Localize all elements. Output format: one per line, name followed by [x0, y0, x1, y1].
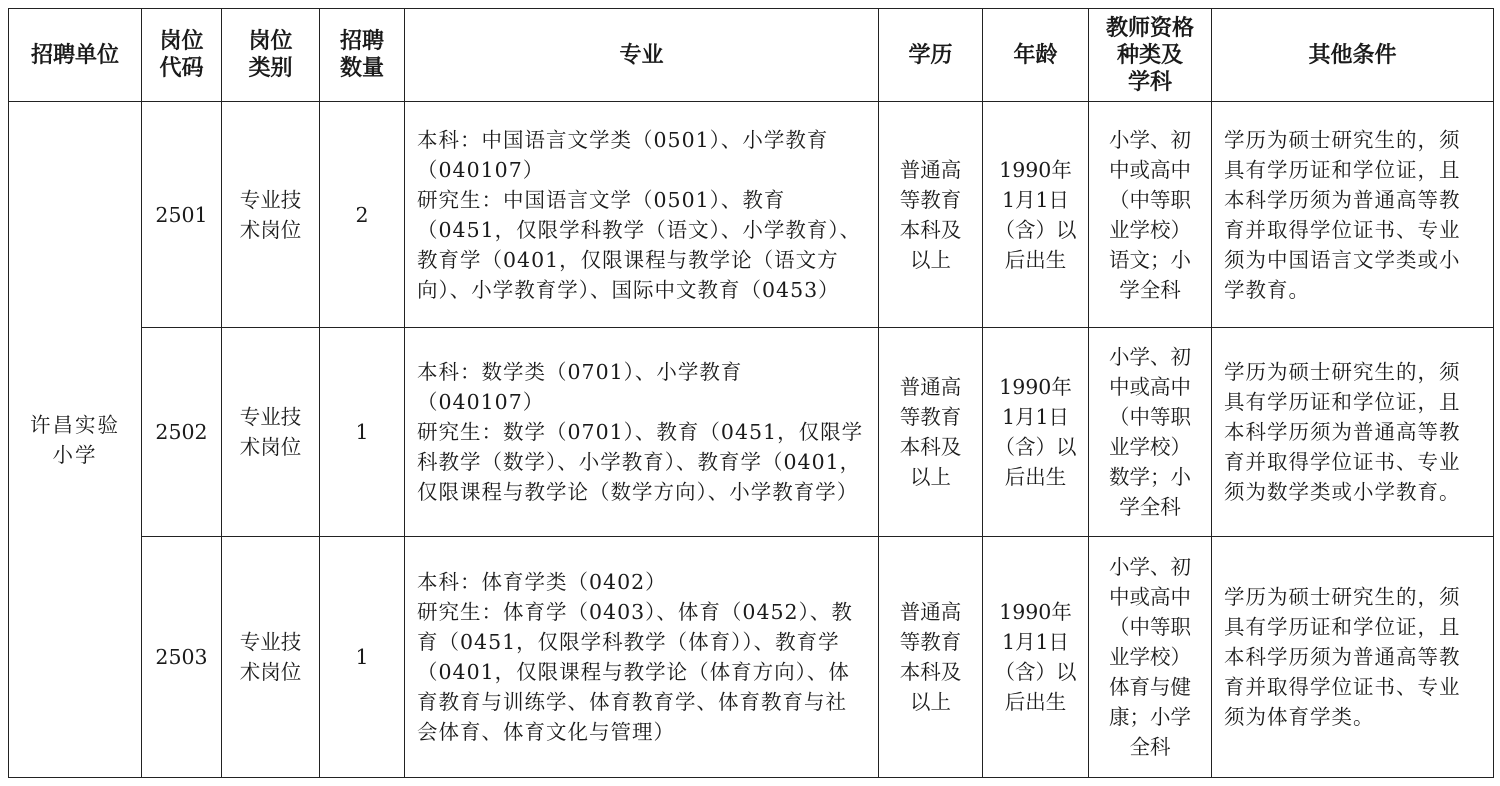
header-count: 招聘 数量 — [320, 9, 405, 102]
header-other: 其他条件 — [1212, 9, 1494, 102]
count-cell: 1 — [320, 328, 405, 537]
header-code: 岗位 代码 — [142, 9, 222, 102]
major-cell: 本科：中国语言文学类（0501）、小学教育（040107） 研究生：中国语言文学（0501）、教育（0451，仅限学科教学（语文）、小学教育）、教育学（0401，仅限课程与教学论（语文方向）、小学教育学）、国际中文教育（0453） — [405, 102, 879, 328]
count-cell: 2 — [320, 102, 405, 328]
education-cell: 普通高 等教育 本科及 以上 — [879, 537, 983, 778]
code-cell: 2501 — [142, 102, 222, 328]
qualification-cell: 小学、初 中或高中 （中等职 业学校） 体育与健 康；小学 全科 — [1089, 537, 1212, 778]
recruitment-table — [8, 8, 1494, 778]
header-unit: 招聘单位 — [9, 9, 142, 102]
header-education: 学历 — [879, 9, 983, 102]
other-conditions-cell: 学历为硕士研究生的，须具有学历证和学位证，且本科学历须为普通高等教育并取得学位证书、专业须为数学类或小学教育。 — [1212, 328, 1494, 537]
header-qualification: 教师资格 种类及 学科 — [1089, 9, 1212, 102]
unit-cell: 许昌实验 小学 — [9, 102, 142, 778]
age-cell: 1990年 1月1日 （含）以 后出生 — [983, 537, 1089, 778]
count-cell: 1 — [320, 537, 405, 778]
header-major: 专业 — [405, 9, 879, 102]
category-cell: 专业技 术岗位 — [222, 328, 320, 537]
other-conditions-cell: 学历为硕士研究生的，须具有学历证和学位证，且本科学历须为普通高等教育并取得学位证书、专业须为中国语言文学类或小学教育。 — [1212, 102, 1494, 328]
qualification-cell: 小学、初 中或高中 （中等职 业学校） 语文；小 学全科 — [1089, 102, 1212, 328]
category-cell: 专业技 术岗位 — [222, 102, 320, 328]
major-cell: 本科：数学类（0701）、小学教育（040107） 研究生：数学（0701）、教育（0451，仅限学科教学（数学）、小学教育）、教育学（0401，仅限课程与教学论（数学方向）、小学教育学） — [405, 328, 879, 537]
header-category: 岗位 类别 — [222, 9, 320, 102]
category-cell: 专业技 术岗位 — [222, 537, 320, 778]
other-conditions-cell: 学历为硕士研究生的，须具有学历证和学位证，且本科学历须为普通高等教育并取得学位证书、专业须为体育学类。 — [1212, 537, 1494, 778]
education-cell: 普通高 等教育 本科及 以上 — [879, 102, 983, 328]
table-row — [9, 328, 1494, 537]
table-row — [9, 537, 1494, 778]
age-cell: 1990年 1月1日 （含）以 后出生 — [983, 102, 1089, 328]
header-row — [9, 9, 1494, 102]
education-cell: 普通高 等教育 本科及 以上 — [879, 328, 983, 537]
table-row — [9, 102, 1494, 328]
header-age: 年龄 — [983, 9, 1089, 102]
code-cell: 2502 — [142, 328, 222, 537]
qualification-cell: 小学、初 中或高中 （中等职 业学校） 数学；小 学全科 — [1089, 328, 1212, 537]
major-cell: 本科：体育学类（0402） 研究生：体育学（0403）、体育（0452）、教育（0451，仅限学科教学（体育））、教育学（0401，仅限课程与教学论（体育方向）、体育教育与训练学、体育教育学、体育教育与社会体育、体育文化与管理） — [405, 537, 879, 778]
code-cell: 2503 — [142, 537, 222, 778]
age-cell: 1990年 1月1日 （含）以 后出生 — [983, 328, 1089, 537]
